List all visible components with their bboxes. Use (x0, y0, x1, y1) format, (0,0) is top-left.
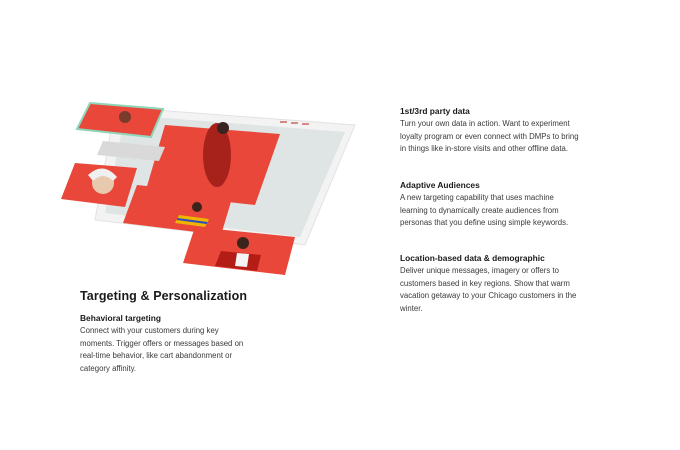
section-title: Targeting & Personalization (80, 289, 248, 303)
layered-screens-graphic (55, 95, 360, 280)
hero-person-head (217, 122, 229, 134)
feature-adaptive-audiences (400, 180, 580, 230)
feature-behavioral-targeting (80, 313, 255, 375)
personalization-illustration (55, 95, 360, 280)
bottom-person-shirt (235, 253, 249, 267)
bottom-person-head (237, 237, 249, 249)
feature-party-data (400, 106, 580, 156)
card-top-person (119, 111, 131, 123)
feature-title: Adaptive Audiences (400, 180, 480, 190)
feature-description: Turn your own data in action. Want to experiment loyalty program or even connect with DMPs to bring in things like in-store visits and other offline data. (400, 119, 579, 154)
feature-description: A new targeting capability that uses machine learning to dynamically create audiences from personas that you define using simple keywords. (400, 193, 569, 228)
feature-title: 1st/3rd party data (400, 106, 470, 116)
feature-description: Deliver unique messages, imagery or offers to customers based in key regions. Show that warm vacation getaway to your Chicago customers in the winter. (400, 266, 577, 313)
feature-title: Location-based data & demographic (400, 253, 545, 263)
feature-title: Behavioral targeting (80, 313, 161, 323)
middle-person-head (192, 202, 202, 212)
feature-location-demographic (400, 253, 580, 315)
feature-description: Connect with your customers during key moments. Trigger offers or messages based on real-time behavior, like cart abandonment or category affinity. (80, 326, 244, 373)
